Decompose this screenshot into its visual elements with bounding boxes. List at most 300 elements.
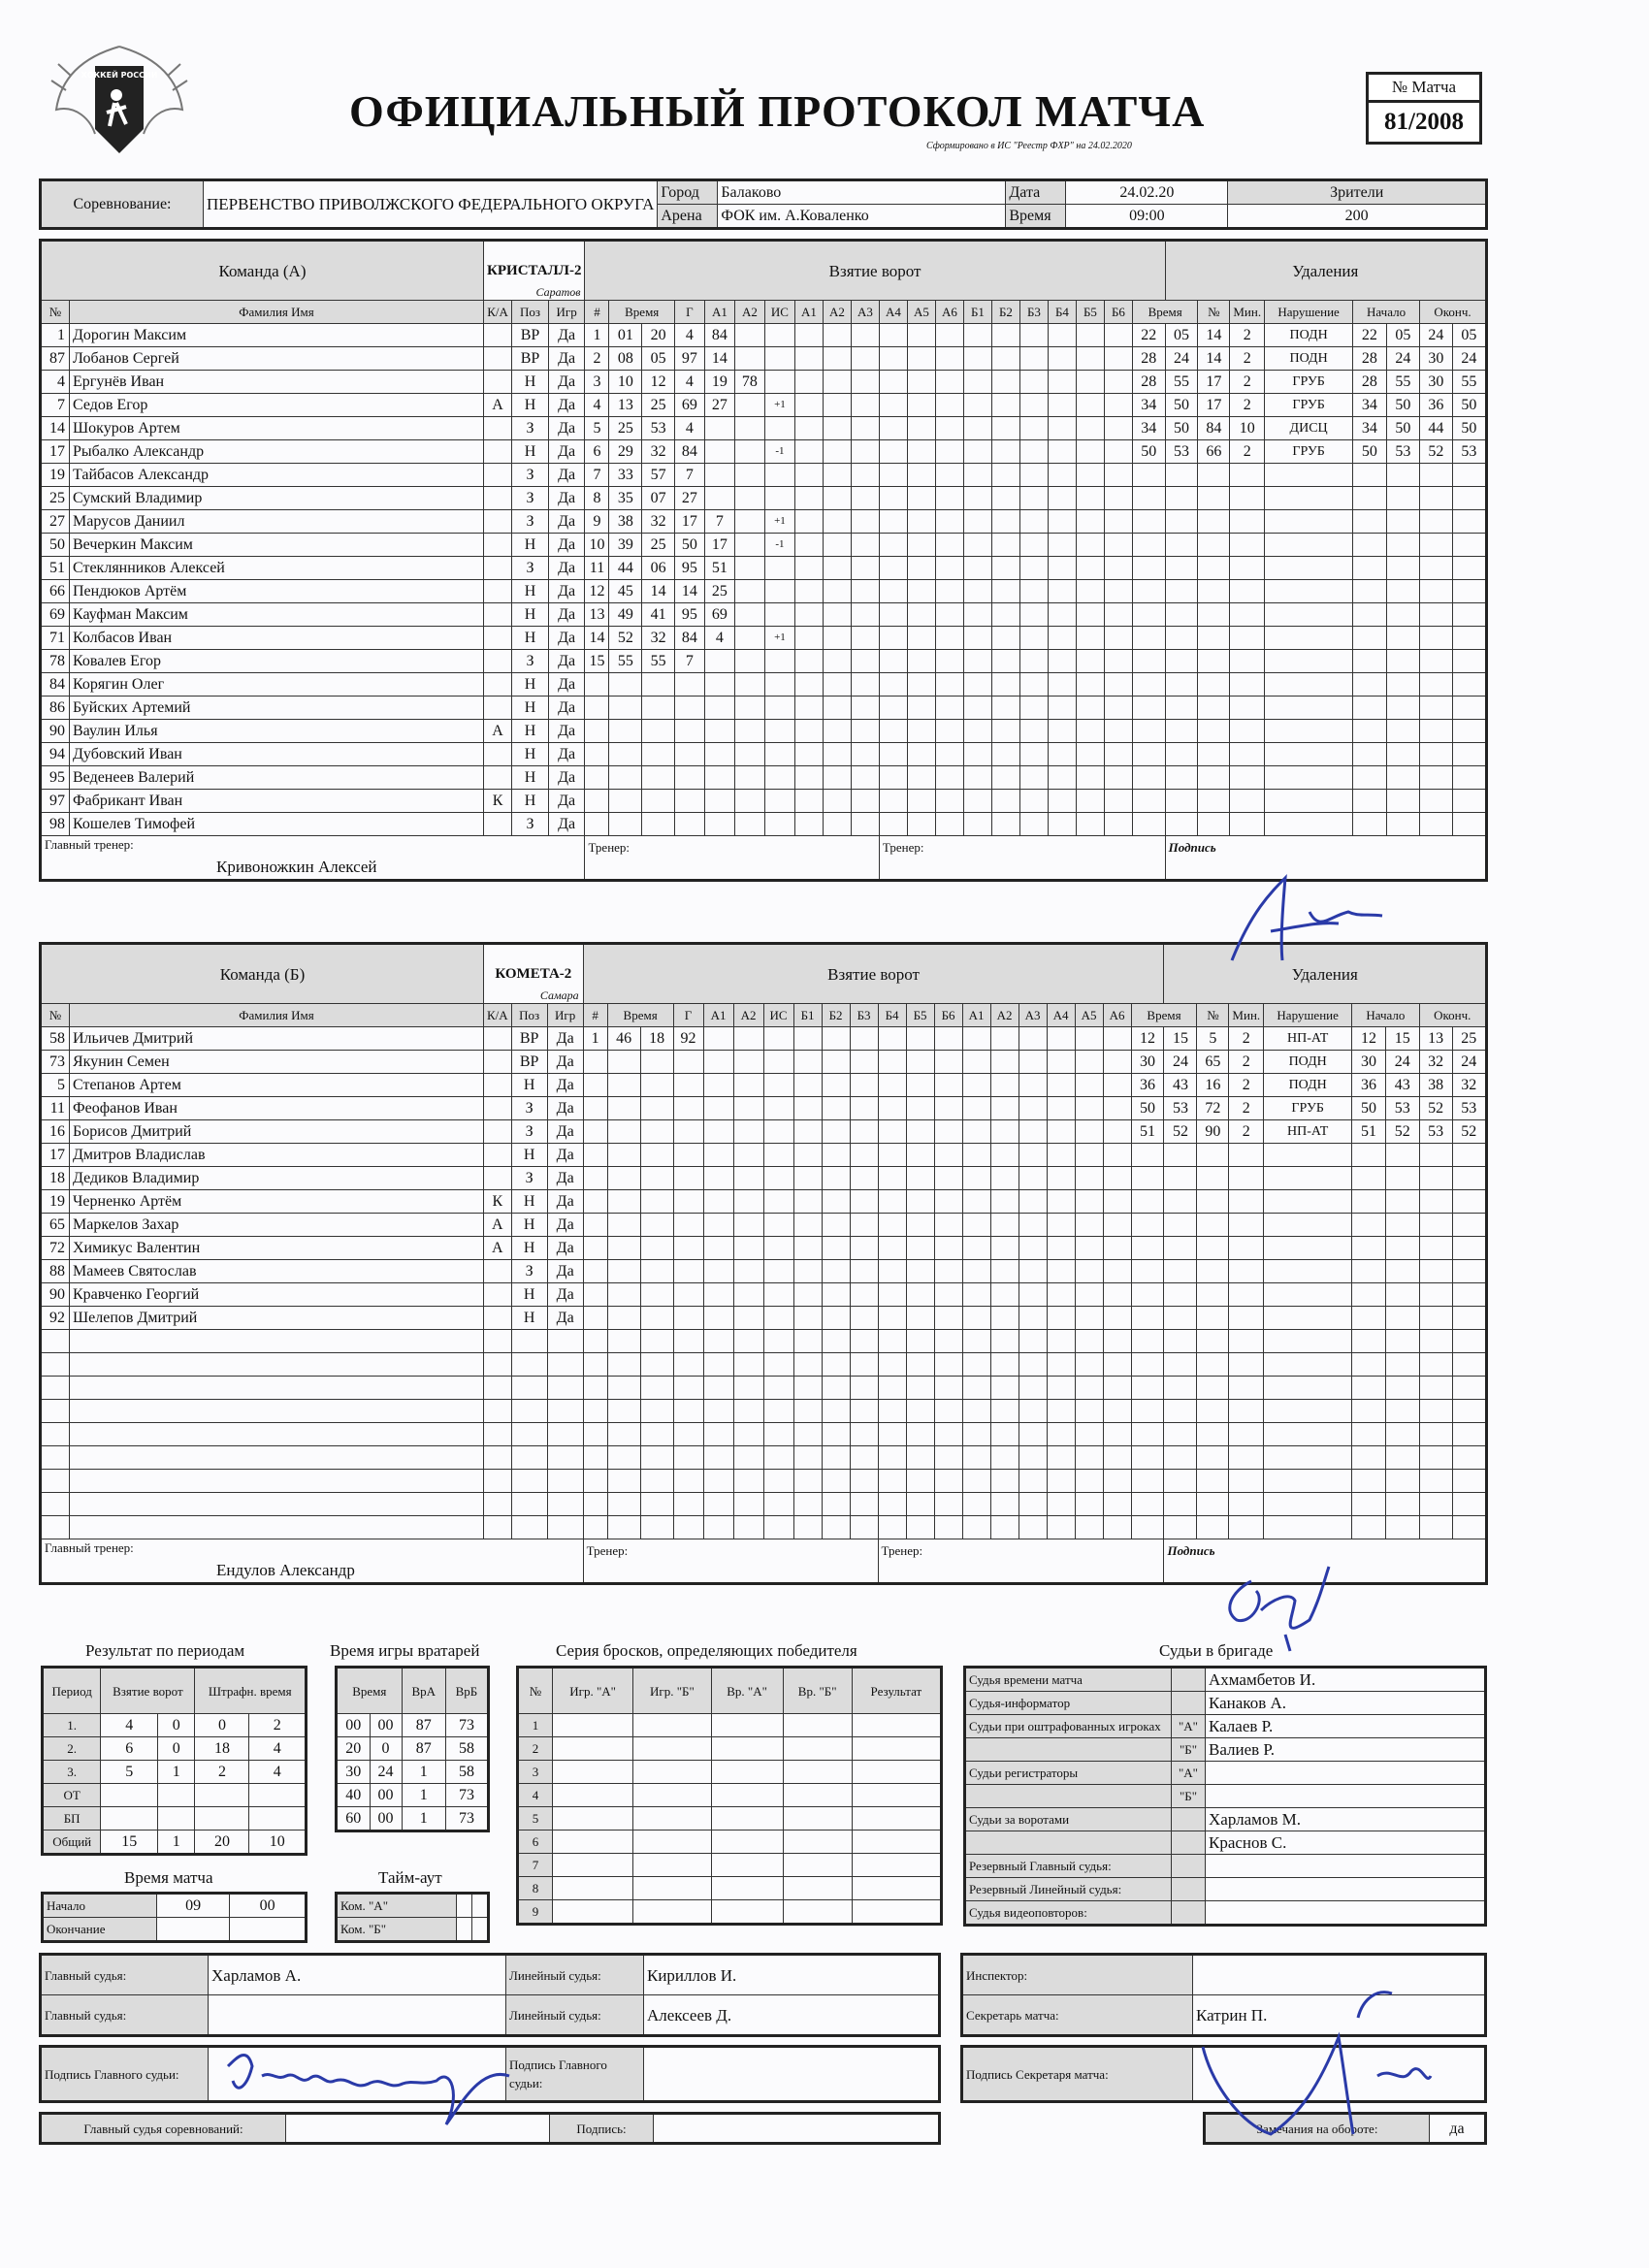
teamB-pen-viol bbox=[1264, 1446, 1352, 1470]
teamA-goal-scorer: 27 bbox=[674, 487, 704, 510]
teamA-gs-cell bbox=[1048, 627, 1076, 650]
teamB-gs-cell bbox=[962, 1051, 990, 1074]
teamB-gs-cell bbox=[906, 1470, 934, 1493]
teamA-goal-a2 bbox=[734, 603, 764, 627]
teamB-player-name: Дмитров Владислав bbox=[70, 1144, 484, 1167]
teamA-goal-scorer: 95 bbox=[674, 557, 704, 580]
teamB-pen-min bbox=[1131, 1307, 1164, 1330]
teamA-pen-sec bbox=[1165, 603, 1198, 627]
teamA-gs-cell bbox=[851, 394, 879, 417]
teamB-pen-dur bbox=[1229, 1470, 1264, 1493]
referee-role: Резервный Линейный судья: bbox=[965, 1878, 1172, 1901]
teamA-gs-cell bbox=[963, 487, 991, 510]
teamA-pen-ssec bbox=[1386, 720, 1419, 743]
teamA-player-play: Да bbox=[548, 557, 585, 580]
teamB-gs-cell bbox=[850, 1120, 878, 1144]
teamA-pen-sec: 50 bbox=[1165, 417, 1198, 440]
teamA-gs-cell bbox=[935, 697, 963, 720]
teamB-name: КОМЕТА-2 bbox=[495, 966, 572, 982]
teamA-gs-cell bbox=[851, 440, 879, 464]
teamA-goal-sec bbox=[642, 720, 675, 743]
teamB-player-num: 58 bbox=[41, 1027, 70, 1051]
teamB-player-num: 16 bbox=[41, 1120, 70, 1144]
teamB-player-pos: Н bbox=[511, 1074, 547, 1097]
teamA-gs-cell bbox=[1076, 766, 1104, 790]
teamA-player-name: Ковалев Егор bbox=[70, 650, 484, 673]
teamA-player-name: Кошелев Тимофей bbox=[70, 813, 484, 836]
teamB-gs-cell bbox=[962, 1283, 990, 1307]
teamB-player-num: 92 bbox=[41, 1307, 70, 1330]
teamB-pen-ssec bbox=[1385, 1260, 1419, 1283]
teamB-h-gtime: Время bbox=[607, 1004, 673, 1027]
teamA-goal-scorer: 4 bbox=[674, 371, 704, 394]
teamB-player-ka: А bbox=[484, 1237, 512, 1260]
teamA-pen-esec: 50 bbox=[1452, 417, 1486, 440]
city: Балаково bbox=[718, 180, 1006, 205]
teamA-goal-is bbox=[764, 557, 794, 580]
teamA-pen-min bbox=[1132, 627, 1165, 650]
teamB-gs-cell bbox=[934, 1051, 962, 1074]
teamB-gs-cell bbox=[1103, 1283, 1131, 1307]
teamA-pen-sec: 24 bbox=[1165, 347, 1198, 371]
teamB-gs-cell bbox=[990, 1307, 1018, 1330]
teamA-pen-num bbox=[1198, 487, 1230, 510]
teamB-gs-cell bbox=[878, 1377, 906, 1400]
teamA-pen-emin bbox=[1420, 464, 1453, 487]
teamB-gs-cell bbox=[934, 1144, 962, 1167]
teamA-player-play: Да bbox=[548, 673, 585, 697]
teamB-goal-num bbox=[583, 1423, 607, 1446]
teamB-city: Самара bbox=[539, 988, 579, 1002]
teamA-h-pnum: № bbox=[1198, 301, 1230, 324]
match-number-box bbox=[1366, 72, 1482, 145]
teamA-gs-cell bbox=[991, 557, 1019, 580]
teamA-pen-min: 28 bbox=[1132, 371, 1165, 394]
teamB-goal-min bbox=[607, 1307, 640, 1330]
teamA-pen-ssec bbox=[1386, 487, 1419, 510]
teamA-player-num: 25 bbox=[41, 487, 70, 510]
teamA-gs-cell bbox=[1104, 697, 1132, 720]
shoot-cell bbox=[711, 1900, 783, 1925]
teamA-gs-cell bbox=[935, 557, 963, 580]
teamA-goal-is bbox=[764, 720, 794, 743]
teamB-row bbox=[41, 1516, 1487, 1539]
teamB-pen-num bbox=[1197, 1144, 1229, 1167]
teamA-pen-min bbox=[1132, 487, 1165, 510]
shoot-cell bbox=[711, 1737, 783, 1761]
teamA-pen-esec: 24 bbox=[1452, 347, 1486, 371]
referee-role: Судья времени матча bbox=[965, 1668, 1172, 1692]
period-cell-1: 6 bbox=[101, 1737, 158, 1761]
teamB-gs-cell bbox=[906, 1120, 934, 1144]
teamA-goal-is bbox=[764, 347, 794, 371]
teamB-row bbox=[41, 1307, 1487, 1330]
teamB-goal-sec bbox=[640, 1283, 673, 1307]
shoot-num: 7 bbox=[518, 1854, 553, 1877]
teamB-gs-cell bbox=[1075, 1097, 1103, 1120]
teamB-pen-esec bbox=[1452, 1423, 1486, 1446]
main-ref-label-2: Главный судья: bbox=[41, 1995, 209, 2036]
match-start-label: Начало bbox=[43, 1894, 157, 1918]
teamB-pen-num bbox=[1197, 1190, 1229, 1214]
teamA-goal-min: 29 bbox=[609, 440, 642, 464]
teamA-gs-cell bbox=[851, 743, 879, 766]
teamB-goals-header: Взятие ворот bbox=[583, 944, 1164, 1004]
teamB-gs-cell bbox=[934, 1377, 962, 1400]
teamA-goal-is bbox=[764, 371, 794, 394]
shoot-cell bbox=[553, 1714, 633, 1737]
teamA-goal-sec: 25 bbox=[642, 394, 675, 417]
teamA-gs-cell bbox=[823, 510, 851, 534]
teamB-pen-emin bbox=[1419, 1493, 1452, 1516]
teamA-row bbox=[41, 534, 1487, 557]
teamB-pen-sec bbox=[1164, 1516, 1197, 1539]
teamA-player-name: Вечеркин Максим bbox=[70, 534, 484, 557]
teamA-player-ka: А bbox=[484, 394, 512, 417]
referee-side: "А" bbox=[1172, 1715, 1206, 1738]
teamB-gs-cell bbox=[878, 1074, 906, 1097]
teamB-pen-ssec: 15 bbox=[1385, 1027, 1419, 1051]
teamA-goal-scorer: 7 bbox=[674, 650, 704, 673]
teamB-gs-cell bbox=[934, 1027, 962, 1051]
teamA-gs-cell bbox=[935, 417, 963, 440]
teamB-gs-cell bbox=[850, 1423, 878, 1446]
teamA-pen-min bbox=[1132, 743, 1165, 766]
teamA-gs-cell bbox=[794, 580, 823, 603]
teamB-goal-scorer bbox=[673, 1214, 703, 1237]
teamA-gs-cell bbox=[907, 743, 935, 766]
sig-main-label: Подпись Главного судьи: bbox=[41, 2047, 209, 2102]
teamA-pen-viol bbox=[1265, 766, 1353, 790]
teamA-pen-min bbox=[1132, 790, 1165, 813]
teamB-player-play bbox=[547, 1377, 583, 1400]
teamA-h-a1: А1 bbox=[704, 301, 734, 324]
teamA-gs-cell bbox=[935, 324, 963, 347]
teamB-player-play: Да bbox=[547, 1027, 583, 1051]
teamA-h-play: Игр bbox=[548, 301, 585, 324]
teamA-goal-a2 bbox=[734, 417, 764, 440]
teamA-gs-cell bbox=[851, 673, 879, 697]
shoot-cell bbox=[553, 1784, 633, 1807]
teamB-pen-sec bbox=[1164, 1260, 1197, 1283]
teamB-gs-cell bbox=[1103, 1214, 1131, 1237]
teamB-goal-scorer bbox=[673, 1330, 703, 1353]
teamB-pen-smin: 51 bbox=[1352, 1120, 1386, 1144]
shoot-cell bbox=[633, 1877, 711, 1900]
signature-team-b bbox=[1212, 1562, 1339, 1654]
referee-role bbox=[965, 1831, 1172, 1855]
teamA-player-ka bbox=[484, 580, 512, 603]
teamA-gs-cell bbox=[794, 813, 823, 836]
teamB-goal-num bbox=[583, 1074, 607, 1097]
teamA-pen-dur bbox=[1230, 464, 1265, 487]
teamA-gs-cell bbox=[879, 603, 907, 627]
teamB-player-ka bbox=[484, 1470, 512, 1493]
teamB-pen-emin: 53 bbox=[1419, 1120, 1452, 1144]
goalie-cell-3: 58 bbox=[445, 1761, 488, 1784]
teamA-pen-ssec bbox=[1386, 697, 1419, 720]
teamA-goal-is: +1 bbox=[764, 394, 794, 417]
teamA-gs-cell bbox=[963, 743, 991, 766]
teamA-player-ka bbox=[484, 673, 512, 697]
teamB-goal-sec bbox=[640, 1516, 673, 1539]
teamB-goal-scorer bbox=[673, 1097, 703, 1120]
teamB-pen-min bbox=[1131, 1214, 1164, 1237]
teamB-pen-esec bbox=[1452, 1353, 1486, 1377]
teamA-player-ka bbox=[484, 627, 512, 650]
shoot-cell bbox=[553, 1877, 633, 1900]
teamA-pen-viol: ГРУБ bbox=[1265, 440, 1353, 464]
teamB-gs-cell bbox=[793, 1144, 822, 1167]
teamA-gs-cell bbox=[851, 627, 879, 650]
teamB-goal-sec bbox=[640, 1260, 673, 1283]
teamA-pen-ssec bbox=[1386, 743, 1419, 766]
teamA-gs-cell bbox=[991, 510, 1019, 534]
teamB-pen-dur: 2 bbox=[1229, 1074, 1264, 1097]
teamA-gs-cell bbox=[1048, 417, 1076, 440]
teamB-gs-cell bbox=[878, 1167, 906, 1190]
teamA-goal-min bbox=[609, 720, 642, 743]
teamA-player-num: 98 bbox=[41, 813, 70, 836]
teamB-gs-cell bbox=[1103, 1400, 1131, 1423]
teamA-row bbox=[41, 394, 1487, 417]
teamA-pen-viol bbox=[1265, 510, 1353, 534]
teamB-goal-sec bbox=[640, 1377, 673, 1400]
teamB-pen-emin bbox=[1419, 1400, 1452, 1423]
shoot-num: 2 bbox=[518, 1737, 553, 1761]
teamB-goal-sec bbox=[640, 1423, 673, 1446]
teamB-gs-cell bbox=[990, 1446, 1018, 1470]
teamB-pen-emin bbox=[1419, 1307, 1452, 1330]
teamB-gs-cell bbox=[1047, 1470, 1075, 1493]
teamB-pen-viol: ПОДН bbox=[1264, 1074, 1352, 1097]
teamA-h-name: Фамилия Имя bbox=[70, 301, 484, 324]
teamB-gs-cell bbox=[1103, 1307, 1131, 1330]
teamB-gs-cell bbox=[962, 1260, 990, 1283]
teamB-goal-is bbox=[763, 1400, 793, 1423]
teamA-goal-sec: 14 bbox=[642, 580, 675, 603]
teamB-gs-cell bbox=[793, 1423, 822, 1446]
teamA-gs-cell bbox=[991, 790, 1019, 813]
signature-main-referee bbox=[218, 2037, 529, 2134]
teamA-pen-sec bbox=[1165, 743, 1198, 766]
teamA-pen-dur bbox=[1230, 557, 1265, 580]
teamA-gs-cell bbox=[851, 650, 879, 673]
teamA-pen-num bbox=[1198, 790, 1230, 813]
teamB-pen-emin bbox=[1419, 1190, 1452, 1214]
period-cell-0: БП bbox=[43, 1807, 101, 1831]
teamB-player-pos bbox=[511, 1493, 547, 1516]
teamA-pen-sec: 05 bbox=[1165, 324, 1198, 347]
teamB-player-play: Да bbox=[547, 1260, 583, 1283]
teamA-goal-num: 1 bbox=[585, 324, 609, 347]
teamB-goal-sec bbox=[640, 1074, 673, 1097]
teamA-row bbox=[41, 790, 1487, 813]
teamB-player-ka bbox=[484, 1377, 512, 1400]
teamB-pen-dur bbox=[1229, 1237, 1264, 1260]
period-cell-0: Общий bbox=[43, 1831, 101, 1855]
teamB-gs-cell bbox=[793, 1120, 822, 1144]
teamA-goal-a1: 51 bbox=[704, 557, 734, 580]
teamB-gs-cell bbox=[822, 1167, 850, 1190]
teamB-gs-cell bbox=[1047, 1400, 1075, 1423]
teamB-goal-a1 bbox=[703, 1144, 733, 1167]
teamA-goal-min bbox=[609, 743, 642, 766]
periods-h-pen: Штрафн. время bbox=[195, 1668, 307, 1714]
teamA-gs-cell bbox=[1076, 371, 1104, 394]
teamA-goal-is bbox=[764, 766, 794, 790]
teamB-goal-sec bbox=[640, 1470, 673, 1493]
teamB-pen-min bbox=[1131, 1167, 1164, 1190]
goalies-h-time: Время bbox=[337, 1668, 403, 1714]
shoot-cell bbox=[783, 1784, 852, 1807]
teamB-pen-sec: 52 bbox=[1164, 1120, 1197, 1144]
teamA-pen-min: 28 bbox=[1132, 347, 1165, 371]
teamB-gs-cell bbox=[1018, 1074, 1047, 1097]
referees-title: Судьи в бригаде bbox=[1159, 1641, 1274, 1660]
teamB-goal-a2 bbox=[733, 1051, 763, 1074]
teamA-pen-viol bbox=[1265, 464, 1353, 487]
teamB-gs-cell bbox=[1103, 1260, 1131, 1283]
teamB-goal-is bbox=[763, 1260, 793, 1283]
period-cell-4 bbox=[249, 1784, 307, 1807]
goalie-cell-0: 60 bbox=[337, 1807, 371, 1831]
teamA-coach-1 bbox=[585, 836, 879, 881]
teamB-goal-sec bbox=[640, 1330, 673, 1353]
teamB-pen-dur bbox=[1229, 1167, 1264, 1190]
teamB-gs-cell bbox=[906, 1260, 934, 1283]
teamB-player-name: Дедиков Владимир bbox=[70, 1167, 484, 1190]
teamB-gs-cell bbox=[934, 1446, 962, 1470]
teamA-goal-sec: 32 bbox=[642, 627, 675, 650]
teamB-gs-cell bbox=[878, 1097, 906, 1120]
teamA-gs-cell bbox=[1048, 743, 1076, 766]
teamA-gs-cell bbox=[879, 720, 907, 743]
teamA-gs-cell bbox=[907, 813, 935, 836]
teamA-pen-sec bbox=[1165, 557, 1198, 580]
teamA-gs-cell bbox=[1104, 720, 1132, 743]
teamB-gs-cell bbox=[990, 1423, 1018, 1446]
teamB-goal-min bbox=[607, 1377, 640, 1400]
teamB-pen-esec bbox=[1452, 1307, 1486, 1330]
teamA-player-pos: З bbox=[512, 813, 549, 836]
teamA-gs-cell bbox=[963, 813, 991, 836]
teamB-gs-cell bbox=[1047, 1167, 1075, 1190]
teamA-goal-min: 55 bbox=[609, 650, 642, 673]
teamA-pen-viol: ГРУБ bbox=[1265, 371, 1353, 394]
teamB-gs-cell bbox=[1103, 1377, 1131, 1400]
teamB-gs-cell bbox=[934, 1353, 962, 1377]
teamB-goal-num bbox=[583, 1167, 607, 1190]
teamA-player-ka bbox=[484, 347, 512, 371]
teamB-goal-a1 bbox=[703, 1330, 733, 1353]
teamB-goal-min bbox=[607, 1353, 640, 1377]
teamB-pen-emin: 32 bbox=[1419, 1051, 1452, 1074]
teamB-pen-esec bbox=[1452, 1330, 1486, 1353]
teamA-pen-dur bbox=[1230, 743, 1265, 766]
teamB-player-pos: Н bbox=[511, 1283, 547, 1307]
teamB-h-gs-2: Б3 bbox=[850, 1004, 878, 1027]
teamA-gs-cell bbox=[1048, 790, 1076, 813]
teamB-gs-cell bbox=[1018, 1330, 1047, 1353]
teamA-goal-num bbox=[585, 766, 609, 790]
teamA-goal-sec: 20 bbox=[642, 324, 675, 347]
teamB-pen-sec bbox=[1164, 1214, 1197, 1237]
teamB-goal-a1 bbox=[703, 1353, 733, 1377]
teamA-gs-cell bbox=[851, 557, 879, 580]
teamB-gs-cell bbox=[906, 1377, 934, 1400]
teamB-goal-min bbox=[607, 1074, 640, 1097]
teamB-goal-min bbox=[607, 1167, 640, 1190]
teamA-row bbox=[41, 510, 1487, 534]
teamB-gs-cell bbox=[850, 1377, 878, 1400]
teamA-gs-cell bbox=[907, 650, 935, 673]
teamA-player-num: 97 bbox=[41, 790, 70, 813]
teamB-player-num: 72 bbox=[41, 1237, 70, 1260]
teamA-player-ka bbox=[484, 487, 512, 510]
teamB-goal-min bbox=[607, 1260, 640, 1283]
teamA-pen-smin bbox=[1353, 464, 1386, 487]
teamA-pen-smin bbox=[1353, 487, 1386, 510]
teamA-pen-esec bbox=[1452, 673, 1486, 697]
teamA-goal-min bbox=[609, 813, 642, 836]
teamB-pen-esec bbox=[1452, 1516, 1486, 1539]
teamA-goal-scorer: 7 bbox=[674, 464, 704, 487]
teamA-gs-cell bbox=[1019, 603, 1048, 627]
teamB-pen-sec bbox=[1164, 1423, 1197, 1446]
teamB-goal-a1 bbox=[703, 1260, 733, 1283]
referee-side: "Б" bbox=[1172, 1738, 1206, 1762]
teamB-pen-num bbox=[1197, 1377, 1229, 1400]
teamA-gs-cell bbox=[1019, 371, 1048, 394]
teamA-gs-cell bbox=[1104, 534, 1132, 557]
teamB-player-num bbox=[41, 1493, 70, 1516]
teamB-goal-num bbox=[583, 1097, 607, 1120]
teamA-pen-smin bbox=[1353, 650, 1386, 673]
teamB-goal-a1 bbox=[703, 1074, 733, 1097]
teamB-pen-esec: 24 bbox=[1452, 1051, 1486, 1074]
teamA-pen-sec: 55 bbox=[1165, 371, 1198, 394]
teamB-gs-cell bbox=[1103, 1423, 1131, 1446]
teamA-gs-cell bbox=[991, 580, 1019, 603]
time: 09:00 bbox=[1066, 205, 1228, 229]
teamA-gs-cell bbox=[1104, 510, 1132, 534]
teamA-gs-cell bbox=[794, 510, 823, 534]
teamB-goal-a2 bbox=[733, 1377, 763, 1400]
teamB-h-gs-4: Б5 bbox=[906, 1004, 934, 1027]
teamA-gs-cell bbox=[1048, 487, 1076, 510]
teamB-player-num bbox=[41, 1470, 70, 1493]
teamB-gs-cell bbox=[1075, 1400, 1103, 1423]
teamA-goal-num: 11 bbox=[585, 557, 609, 580]
head-coach-name: Ендулов Александр bbox=[216, 1561, 355, 1579]
teamA-gs-cell bbox=[907, 394, 935, 417]
teamA-gs-cell bbox=[1019, 557, 1048, 580]
teamA-gs-cell bbox=[823, 371, 851, 394]
competition-label: Соревнование: bbox=[41, 180, 204, 229]
goalie-cell-1: 00 bbox=[370, 1714, 402, 1737]
teamB-gs-cell bbox=[1075, 1446, 1103, 1470]
teamB-pen-num bbox=[1197, 1167, 1229, 1190]
teamA-pen-num: 66 bbox=[1198, 440, 1230, 464]
teamB-player-name bbox=[70, 1493, 484, 1516]
teamB-gs-cell bbox=[1075, 1377, 1103, 1400]
teamB-player-num: 90 bbox=[41, 1283, 70, 1307]
teamB-gs-cell bbox=[962, 1074, 990, 1097]
teamB-gs-cell bbox=[793, 1446, 822, 1470]
teamA-player-num: 78 bbox=[41, 650, 70, 673]
shoot-cell bbox=[852, 1761, 941, 1784]
